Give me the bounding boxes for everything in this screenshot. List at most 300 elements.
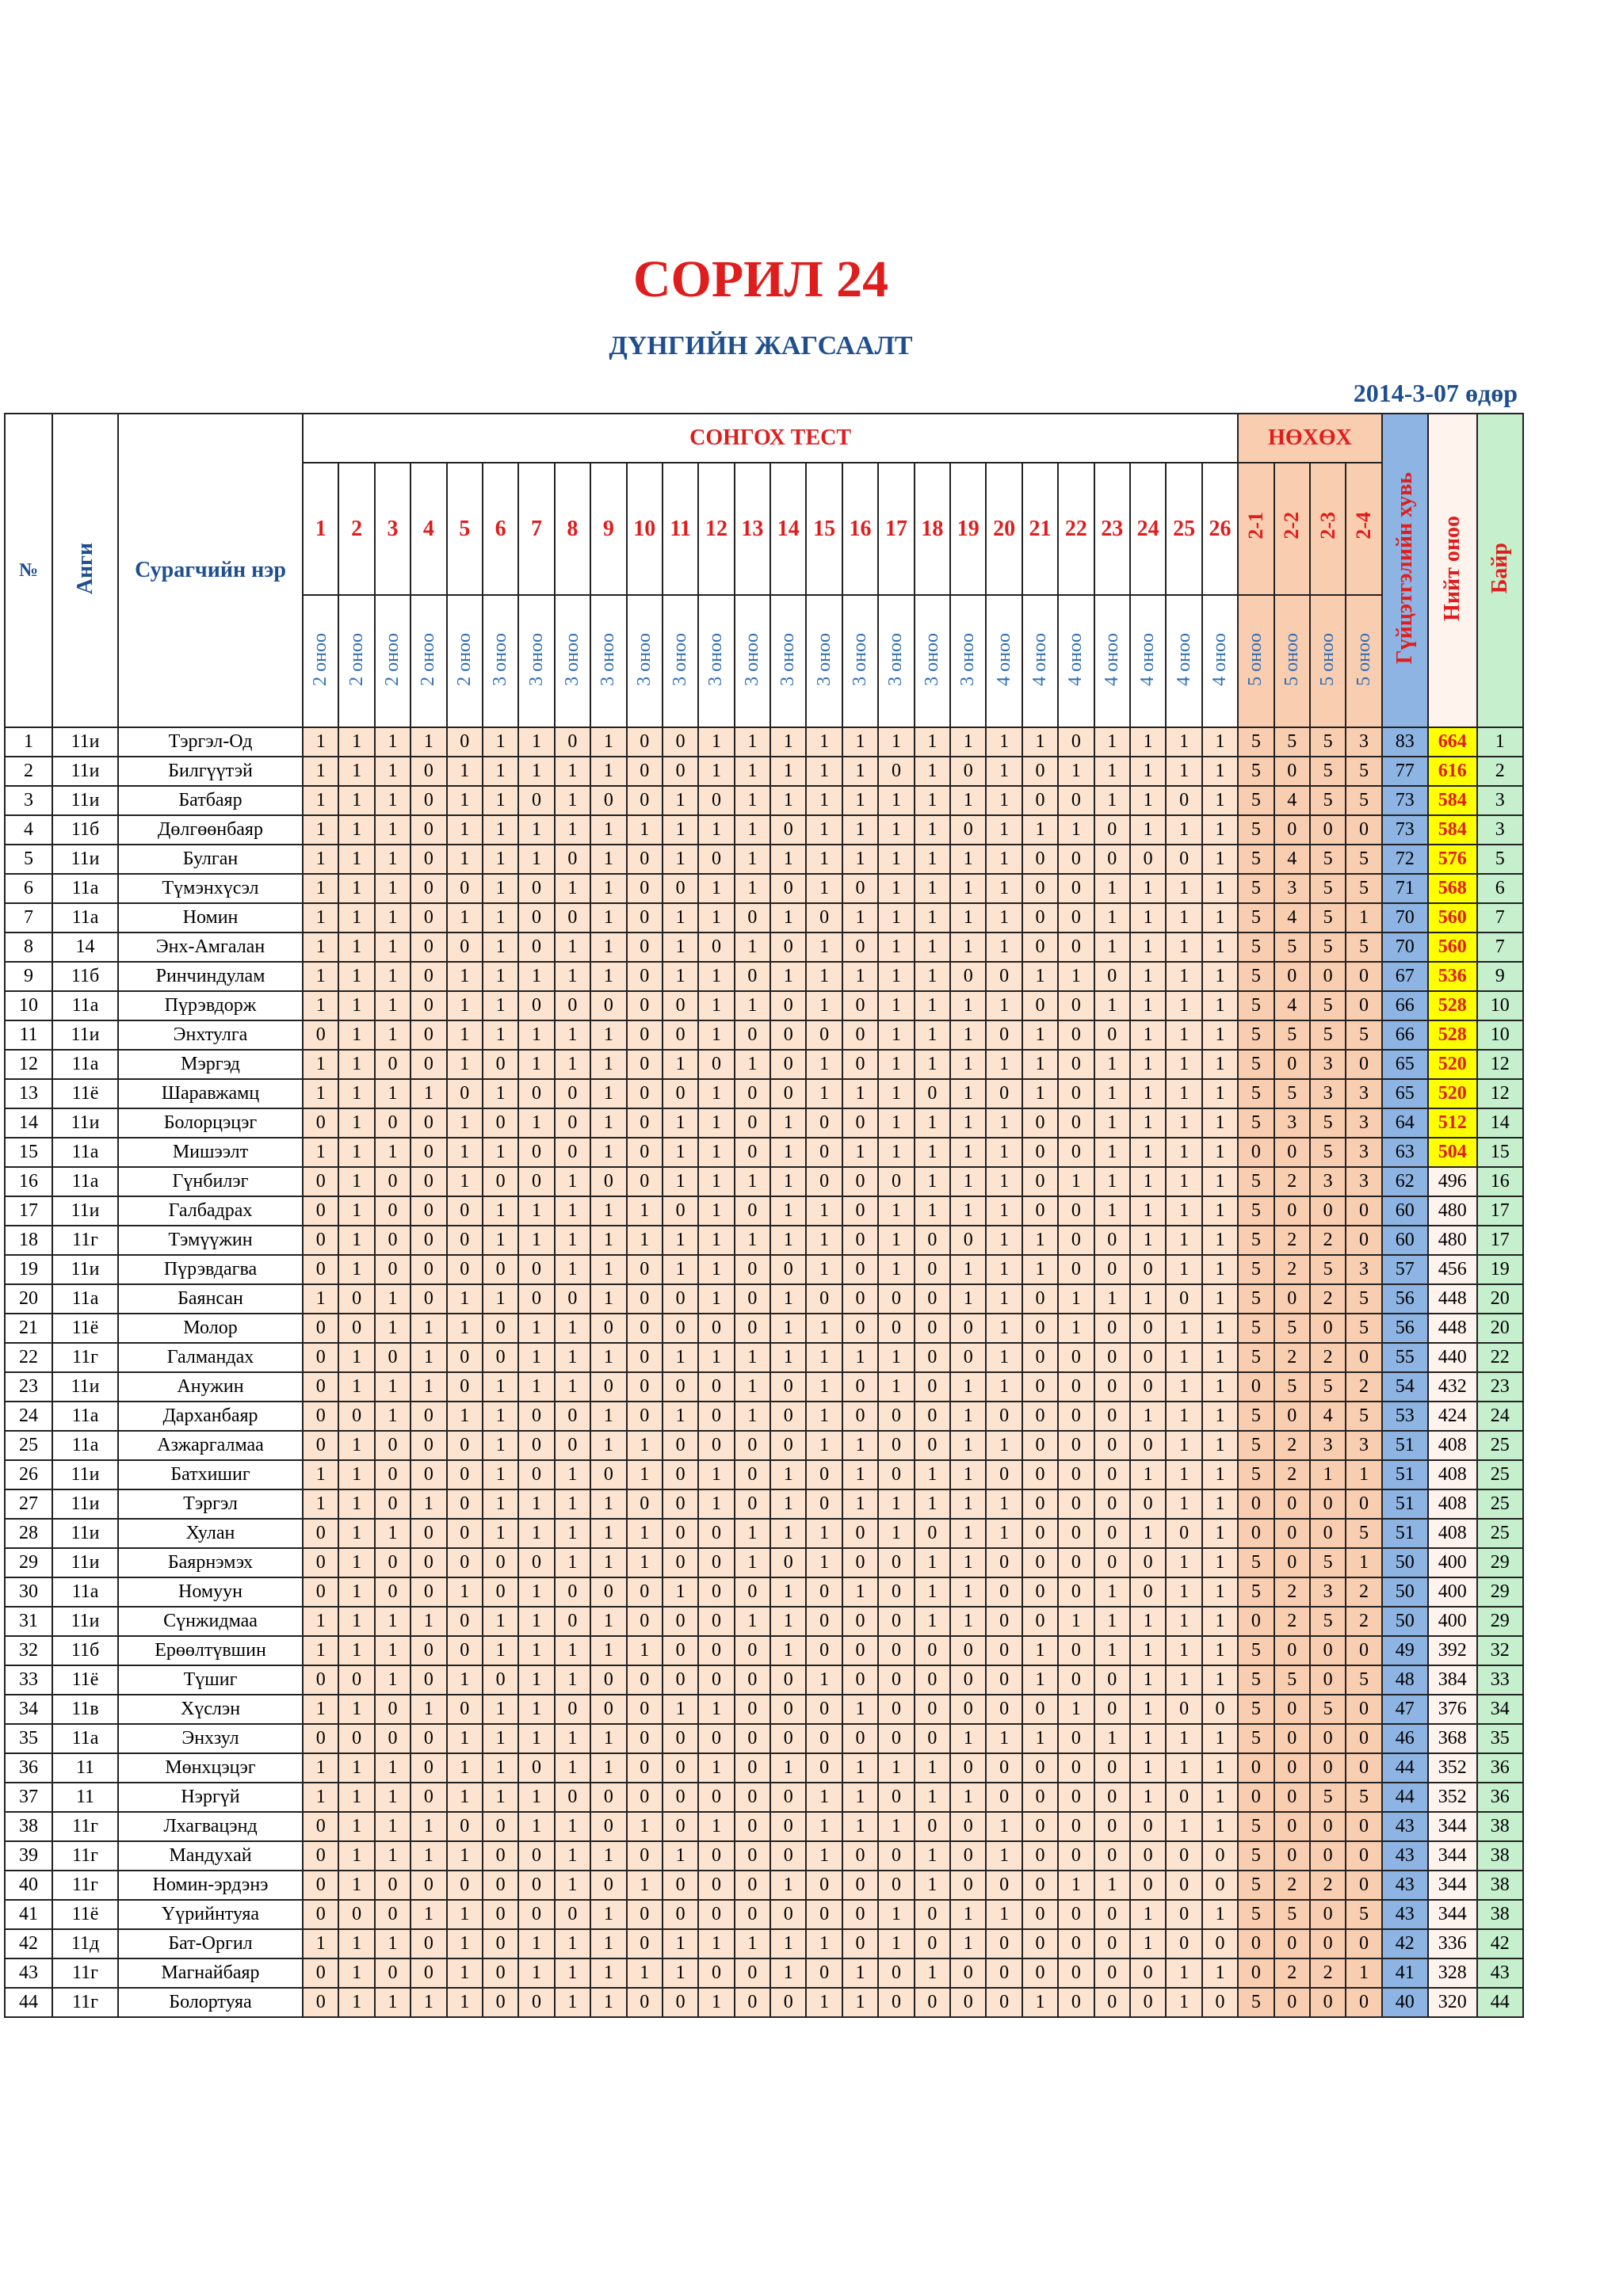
answer-cell: 0 bbox=[986, 1988, 1022, 2017]
rank-cell: 12 bbox=[1477, 1079, 1523, 1108]
answer-cell: 1 bbox=[986, 1138, 1022, 1167]
rank-cell: 29 bbox=[1477, 1548, 1523, 1577]
answer-cell: 1 bbox=[1130, 962, 1166, 991]
answer-cell: 1 bbox=[1166, 962, 1201, 991]
answer-cell: 1 bbox=[338, 815, 374, 845]
answer-cell: 1 bbox=[1022, 1665, 1058, 1695]
nokhokh-cell: 0 bbox=[1274, 1050, 1310, 1079]
answer-cell: 0 bbox=[842, 1519, 878, 1548]
answer-cell: 1 bbox=[590, 1226, 626, 1255]
answer-cell: 0 bbox=[447, 1255, 483, 1284]
nokhokh-points-label: 5 оноо bbox=[1281, 632, 1302, 686]
answer-cell: 0 bbox=[627, 845, 663, 874]
answer-cell: 1 bbox=[842, 1988, 878, 2017]
answer-cell: 0 bbox=[483, 1929, 518, 1958]
answer-cell: 0 bbox=[842, 1050, 878, 1079]
answer-cell: 0 bbox=[555, 1695, 590, 1724]
answer-cell: 1 bbox=[447, 1988, 483, 2017]
answer-cell: 0 bbox=[1022, 1753, 1058, 1783]
student-name-cell: Молор bbox=[118, 1314, 303, 1343]
answer-cell: 1 bbox=[518, 845, 554, 874]
total-score-cell: 536 bbox=[1428, 962, 1477, 991]
answer-cell: 1 bbox=[806, 1783, 842, 1812]
answer-cell: 0 bbox=[590, 1665, 626, 1695]
answer-cell: 1 bbox=[1094, 991, 1130, 1020]
percent-cell: 43 bbox=[1382, 1841, 1428, 1871]
answer-cell: 0 bbox=[303, 1519, 338, 1548]
answer-cell: 1 bbox=[1166, 1489, 1201, 1519]
answer-cell: 0 bbox=[590, 1577, 626, 1607]
answer-cell: 1 bbox=[986, 1343, 1022, 1372]
answer-cell: 0 bbox=[842, 1724, 878, 1753]
answer-cell: 0 bbox=[1058, 1431, 1094, 1460]
student-name-cell: Сүнжидмаа bbox=[118, 1607, 303, 1636]
student-name-cell: Номин bbox=[118, 903, 303, 933]
answer-cell: 0 bbox=[518, 1138, 554, 1167]
answer-cell: 0 bbox=[663, 1431, 698, 1460]
percent-cell: 66 bbox=[1382, 991, 1428, 1020]
answer-cell: 0 bbox=[411, 1519, 446, 1548]
answer-cell: 0 bbox=[411, 1724, 446, 1753]
student-name-cell: Дарханбаяр bbox=[118, 1402, 303, 1431]
answer-cell: 1 bbox=[663, 845, 698, 874]
nokhokh-cell: 0 bbox=[1274, 815, 1310, 845]
student-name-cell: Мишээлт bbox=[118, 1138, 303, 1167]
answer-cell: 0 bbox=[411, 991, 446, 1020]
answer-cell: 0 bbox=[1094, 1020, 1130, 1050]
answer-cell: 0 bbox=[303, 1812, 338, 1841]
answer-cell: 1 bbox=[915, 874, 950, 903]
answer-cell: 1 bbox=[698, 1343, 734, 1372]
answer-cell: 0 bbox=[375, 1489, 411, 1519]
question-points-label: 4 оноо bbox=[993, 632, 1014, 686]
answer-cell: 1 bbox=[842, 1079, 878, 1108]
nokhokh-cell: 0 bbox=[1346, 1695, 1381, 1724]
answer-cell: 1 bbox=[1202, 757, 1238, 786]
student-name-cell: Баянсан bbox=[118, 1284, 303, 1314]
answer-cell: 0 bbox=[1058, 1724, 1094, 1753]
answer-cell: 0 bbox=[627, 1724, 663, 1753]
answer-cell: 1 bbox=[555, 1724, 590, 1753]
answer-cell: 0 bbox=[518, 1431, 554, 1460]
answer-cell: 0 bbox=[950, 1841, 986, 1871]
answer-cell: 1 bbox=[735, 845, 770, 874]
answer-cell: 1 bbox=[483, 962, 518, 991]
table-row bbox=[5, 1196, 1523, 1226]
answer-cell: 1 bbox=[986, 1724, 1022, 1753]
percent-cell: 51 bbox=[1382, 1460, 1428, 1489]
nokhokh-cell: 5 bbox=[1238, 1988, 1274, 2017]
answer-cell: 0 bbox=[842, 1929, 878, 1958]
answer-cell: 0 bbox=[518, 991, 554, 1020]
answer-cell: 0 bbox=[627, 1695, 663, 1724]
answer-cell: 1 bbox=[806, 962, 842, 991]
answer-cell: 0 bbox=[878, 1871, 914, 1900]
answer-cell: 0 bbox=[1022, 991, 1058, 1020]
answer-cell: 1 bbox=[590, 845, 626, 874]
row-number: 5 bbox=[5, 845, 52, 874]
answer-cell: 1 bbox=[950, 1489, 986, 1519]
answer-cell: 0 bbox=[663, 991, 698, 1020]
answer-cell: 0 bbox=[986, 1929, 1022, 1958]
answer-cell: 1 bbox=[1166, 1753, 1201, 1783]
question-points bbox=[411, 595, 446, 727]
answer-cell: 1 bbox=[483, 1284, 518, 1314]
answer-cell: 0 bbox=[411, 1929, 446, 1958]
answer-cell: 1 bbox=[770, 1138, 806, 1167]
answer-cell: 0 bbox=[806, 1607, 842, 1636]
answer-cell: 1 bbox=[1202, 1314, 1238, 1343]
answer-cell: 0 bbox=[627, 1372, 663, 1402]
answer-cell: 1 bbox=[986, 815, 1022, 845]
answer-cell: 1 bbox=[338, 1431, 374, 1460]
answer-cell: 0 bbox=[518, 1841, 554, 1871]
percent-cell: 54 bbox=[1382, 1372, 1428, 1402]
total-score-cell: 480 bbox=[1428, 1226, 1477, 1255]
answer-cell: 0 bbox=[411, 1255, 446, 1284]
answer-cell: 0 bbox=[806, 1577, 842, 1607]
answer-cell: 1 bbox=[303, 1753, 338, 1783]
answer-cell: 0 bbox=[1022, 1958, 1058, 1988]
answer-cell: 1 bbox=[590, 1841, 626, 1871]
answer-cell: 1 bbox=[770, 1607, 806, 1636]
nokhokh-cell: 0 bbox=[1346, 1226, 1381, 1255]
row-number: 7 bbox=[5, 903, 52, 933]
nokhokh-cell: 0 bbox=[1346, 1929, 1381, 1958]
answer-cell: 0 bbox=[338, 1284, 374, 1314]
nokhokh-cell: 0 bbox=[1310, 815, 1346, 845]
answer-cell: 1 bbox=[1166, 757, 1201, 786]
answer-cell: 0 bbox=[1166, 1284, 1201, 1314]
answer-cell: 0 bbox=[1058, 1519, 1094, 1548]
answer-cell: 1 bbox=[338, 933, 374, 962]
answer-cell: 1 bbox=[555, 1636, 590, 1665]
answer-cell: 0 bbox=[447, 1636, 483, 1665]
row-number: 35 bbox=[5, 1724, 52, 1753]
answer-cell: 0 bbox=[1058, 1138, 1094, 1167]
answer-cell: 1 bbox=[590, 1900, 626, 1929]
answer-cell: 0 bbox=[915, 1284, 950, 1314]
row-number: 21 bbox=[5, 1314, 52, 1343]
answer-cell: 1 bbox=[698, 1020, 734, 1050]
answer-cell: 0 bbox=[1058, 1636, 1094, 1665]
nokhokh-cell: 0 bbox=[1274, 1695, 1310, 1724]
answer-cell: 0 bbox=[483, 1548, 518, 1577]
answer-cell: 1 bbox=[806, 757, 842, 786]
answer-cell: 1 bbox=[338, 1489, 374, 1519]
answer-cell: 1 bbox=[627, 1548, 663, 1577]
answer-cell: 0 bbox=[878, 1431, 914, 1460]
answer-cell: 0 bbox=[627, 1929, 663, 1958]
row-number: 25 bbox=[5, 1431, 52, 1460]
answer-cell: 1 bbox=[950, 1519, 986, 1548]
answer-cell: 0 bbox=[878, 1284, 914, 1314]
answer-cell: 0 bbox=[663, 1607, 698, 1636]
answer-cell: 0 bbox=[411, 1138, 446, 1167]
answer-cell: 0 bbox=[770, 1988, 806, 2017]
class-cell: 11и bbox=[52, 1489, 118, 1519]
rank-cell: 25 bbox=[1477, 1460, 1523, 1489]
answer-cell: 1 bbox=[590, 757, 626, 786]
answer-cell: 1 bbox=[411, 1343, 446, 1372]
answer-cell: 1 bbox=[375, 1519, 411, 1548]
answer-cell: 0 bbox=[303, 1402, 338, 1431]
answer-cell: 1 bbox=[950, 1196, 986, 1226]
nokhokh-cell: 5 bbox=[1238, 1460, 1274, 1489]
question-points bbox=[1166, 595, 1201, 727]
answer-cell: 1 bbox=[663, 1167, 698, 1196]
answer-cell: 1 bbox=[806, 1343, 842, 1372]
nokhokh-points bbox=[1310, 595, 1346, 727]
class-cell: 11и bbox=[52, 1519, 118, 1548]
answer-cell: 0 bbox=[375, 1958, 411, 1988]
question-points-label: 4 оноо bbox=[1173, 632, 1194, 686]
row-number: 10 bbox=[5, 991, 52, 1020]
answer-cell: 1 bbox=[303, 1695, 338, 1724]
answer-cell: 1 bbox=[375, 1841, 411, 1871]
answer-cell: 1 bbox=[447, 991, 483, 1020]
answer-cell: 0 bbox=[447, 1489, 483, 1519]
question-number: 17 bbox=[878, 463, 914, 595]
answer-cell: 1 bbox=[1166, 727, 1201, 757]
nokhokh-cell: 5 bbox=[1310, 1372, 1346, 1402]
nokhokh-cell: 5 bbox=[1274, 1020, 1310, 1050]
class-cell: 11ё bbox=[52, 1079, 118, 1108]
answer-cell: 1 bbox=[590, 1548, 626, 1577]
answer-cell: 1 bbox=[770, 1929, 806, 1958]
answer-cell: 0 bbox=[1130, 1548, 1166, 1577]
answer-cell: 1 bbox=[375, 991, 411, 1020]
answer-cell: 0 bbox=[1166, 1841, 1201, 1871]
nokhokh-cell: 0 bbox=[1238, 1138, 1274, 1167]
nokhokh-cell: 3 bbox=[1310, 1431, 1346, 1460]
answer-cell: 0 bbox=[663, 1489, 698, 1519]
answer-cell: 1 bbox=[1130, 1020, 1166, 1050]
answer-cell: 0 bbox=[411, 845, 446, 874]
answer-cell: 1 bbox=[1130, 1783, 1166, 1812]
answer-cell: 0 bbox=[986, 1607, 1022, 1636]
answer-cell: 0 bbox=[1202, 1695, 1238, 1724]
answer-cell: 1 bbox=[555, 933, 590, 962]
percent-cell: 51 bbox=[1382, 1489, 1428, 1519]
answer-cell: 0 bbox=[1058, 1958, 1094, 1988]
student-name-cell: Азжаргалмаа bbox=[118, 1431, 303, 1460]
answer-cell: 0 bbox=[1094, 1841, 1130, 1871]
answer-cell: 0 bbox=[447, 1196, 483, 1226]
answer-cell: 1 bbox=[735, 1226, 770, 1255]
answer-cell: 0 bbox=[1130, 1577, 1166, 1607]
answer-cell: 1 bbox=[1202, 1284, 1238, 1314]
answer-cell: 1 bbox=[806, 786, 842, 815]
student-name-cell: Болортуяа bbox=[118, 1988, 303, 2017]
answer-cell: 1 bbox=[1022, 815, 1058, 845]
class-cell: 11а bbox=[52, 903, 118, 933]
answer-cell: 0 bbox=[1058, 1196, 1094, 1226]
answer-cell: 0 bbox=[1022, 1841, 1058, 1871]
answer-cell: 0 bbox=[1058, 1050, 1094, 1079]
answer-cell: 1 bbox=[303, 1284, 338, 1314]
nokhokh-cell: 2 bbox=[1346, 1372, 1381, 1402]
answer-cell: 1 bbox=[338, 1050, 374, 1079]
percent-cell: 49 bbox=[1382, 1636, 1428, 1665]
answer-cell: 1 bbox=[447, 1167, 483, 1196]
nokhokh-cell: 0 bbox=[1274, 1402, 1310, 1431]
answer-cell: 1 bbox=[806, 1226, 842, 1255]
header-group-row bbox=[5, 414, 1523, 463]
answer-cell: 0 bbox=[1058, 1812, 1094, 1841]
student-name-cell: Пүрэвдагва bbox=[118, 1255, 303, 1284]
answer-cell: 1 bbox=[986, 1167, 1022, 1196]
answer-cell: 0 bbox=[555, 1577, 590, 1607]
nokhokh-points-label: 5 оноо bbox=[1317, 632, 1338, 686]
answer-cell: 1 bbox=[338, 1167, 374, 1196]
answer-cell: 1 bbox=[1166, 1460, 1201, 1489]
answer-cell: 1 bbox=[590, 1284, 626, 1314]
answer-cell: 1 bbox=[1202, 845, 1238, 874]
rank-cell: 7 bbox=[1477, 933, 1523, 962]
question-points-label: 3 оноо bbox=[705, 632, 727, 686]
answer-cell: 1 bbox=[303, 1607, 338, 1636]
answer-cell: 1 bbox=[770, 903, 806, 933]
answer-cell: 0 bbox=[1094, 1812, 1130, 1841]
answer-cell: 1 bbox=[338, 903, 374, 933]
question-points bbox=[950, 595, 986, 727]
question-number: 16 bbox=[842, 463, 878, 595]
answer-cell: 0 bbox=[1202, 1988, 1238, 2017]
answer-cell: 1 bbox=[842, 1695, 878, 1724]
answer-cell: 0 bbox=[1094, 1548, 1130, 1577]
nokhokh-question-number bbox=[1238, 463, 1274, 595]
answer-cell: 1 bbox=[1166, 1812, 1201, 1841]
percent-cell: 44 bbox=[1382, 1783, 1428, 1812]
nokhokh-cell: 0 bbox=[1310, 1489, 1346, 1519]
nokhokh-cell: 3 bbox=[1346, 1108, 1381, 1138]
rank-cell: 19 bbox=[1477, 1255, 1523, 1284]
answer-cell: 1 bbox=[1202, 1753, 1238, 1783]
answer-cell: 0 bbox=[1058, 1577, 1094, 1607]
nokhokh-cell: 0 bbox=[1310, 962, 1346, 991]
table-row bbox=[5, 1900, 1523, 1929]
answer-cell: 1 bbox=[1166, 1402, 1201, 1431]
question-number: 23 bbox=[1094, 463, 1130, 595]
answer-cell: 0 bbox=[986, 1636, 1022, 1665]
answer-cell: 1 bbox=[1202, 1372, 1238, 1402]
answer-cell: 1 bbox=[483, 845, 518, 874]
row-number: 9 bbox=[5, 962, 52, 991]
answer-cell: 0 bbox=[518, 1284, 554, 1314]
answer-cell: 1 bbox=[375, 1607, 411, 1636]
answer-cell: 1 bbox=[1166, 1020, 1201, 1050]
percent-cell: 40 bbox=[1382, 1988, 1428, 2017]
answer-cell: 0 bbox=[915, 1519, 950, 1548]
answer-cell: 0 bbox=[411, 786, 446, 815]
answer-cell: 0 bbox=[842, 1108, 878, 1138]
answer-cell: 0 bbox=[1022, 1489, 1058, 1519]
answer-cell: 0 bbox=[915, 1724, 950, 1753]
percent-cell: 66 bbox=[1382, 1020, 1428, 1050]
question-points bbox=[555, 595, 590, 727]
class-cell: 11г bbox=[52, 1343, 118, 1372]
percent-cell: 62 bbox=[1382, 1167, 1428, 1196]
student-name-cell: Шаравжамц bbox=[118, 1079, 303, 1108]
total-score-cell: 456 bbox=[1428, 1255, 1477, 1284]
answer-cell: 1 bbox=[1094, 1108, 1130, 1138]
question-number: 26 bbox=[1202, 463, 1238, 595]
nokhokh-cell: 2 bbox=[1310, 1871, 1346, 1900]
nokhokh-cell: 0 bbox=[1274, 1724, 1310, 1753]
answer-cell: 1 bbox=[375, 757, 411, 786]
answer-cell: 1 bbox=[590, 1431, 626, 1460]
answer-cell: 1 bbox=[555, 1020, 590, 1050]
nokhokh-cell: 5 bbox=[1238, 815, 1274, 845]
answer-cell: 1 bbox=[1130, 1665, 1166, 1695]
row-number: 23 bbox=[5, 1372, 52, 1402]
question-points bbox=[375, 595, 411, 727]
class-cell: 11г bbox=[52, 1871, 118, 1900]
answer-cell: 0 bbox=[770, 1812, 806, 1841]
table-row bbox=[5, 1020, 1523, 1050]
answer-cell: 1 bbox=[447, 757, 483, 786]
answer-cell: 0 bbox=[518, 903, 554, 933]
answer-cell: 1 bbox=[555, 1841, 590, 1871]
answer-cell: 1 bbox=[1166, 1343, 1201, 1372]
answer-cell: 1 bbox=[735, 1929, 770, 1958]
student-name-cell: Галмандах bbox=[118, 1343, 303, 1372]
answer-cell: 0 bbox=[698, 1402, 734, 1431]
answer-cell: 0 bbox=[878, 1695, 914, 1724]
answer-cell: 1 bbox=[735, 1167, 770, 1196]
answer-cell: 1 bbox=[338, 727, 374, 757]
table-row bbox=[5, 1255, 1523, 1284]
answer-cell: 1 bbox=[735, 786, 770, 815]
answer-cell: 1 bbox=[375, 1402, 411, 1431]
nokhokh-cell: 3 bbox=[1346, 1255, 1381, 1284]
answer-cell: 0 bbox=[950, 962, 986, 991]
answer-cell: 0 bbox=[806, 1167, 842, 1196]
nokhokh-cell: 5 bbox=[1238, 903, 1274, 933]
answer-cell: 0 bbox=[878, 1988, 914, 2017]
answer-cell: 0 bbox=[915, 1988, 950, 2017]
answer-cell: 0 bbox=[483, 1812, 518, 1841]
question-points bbox=[338, 595, 374, 727]
answer-cell: 1 bbox=[303, 727, 338, 757]
percent-cell: 70 bbox=[1382, 903, 1428, 933]
answer-cell: 1 bbox=[842, 1958, 878, 1988]
answer-cell: 0 bbox=[447, 1607, 483, 1636]
answer-cell: 1 bbox=[555, 1871, 590, 1900]
answer-cell: 0 bbox=[878, 1724, 914, 1753]
answer-cell: 1 bbox=[950, 1783, 986, 1812]
answer-cell: 1 bbox=[338, 1372, 374, 1402]
student-name-cell: Тэргэл-Од bbox=[118, 727, 303, 757]
answer-cell: 0 bbox=[878, 1958, 914, 1988]
nokhokh-cell: 0 bbox=[1274, 1284, 1310, 1314]
answer-cell: 0 bbox=[1022, 933, 1058, 962]
answer-cell: 0 bbox=[806, 1695, 842, 1724]
row-number: 33 bbox=[5, 1665, 52, 1695]
table-row bbox=[5, 1724, 1523, 1753]
total-score-cell: 344 bbox=[1428, 1812, 1477, 1841]
answer-cell: 1 bbox=[1130, 1196, 1166, 1226]
answer-cell: 0 bbox=[915, 1255, 950, 1284]
percent-cell: 71 bbox=[1382, 874, 1428, 903]
answer-cell: 0 bbox=[1058, 1988, 1094, 2017]
answer-cell: 0 bbox=[735, 1284, 770, 1314]
answer-cell: 1 bbox=[447, 1284, 483, 1314]
total-score-cell: 400 bbox=[1428, 1548, 1477, 1577]
answer-cell: 1 bbox=[1166, 1050, 1201, 1079]
nokhokh-cell: 5 bbox=[1238, 1284, 1274, 1314]
